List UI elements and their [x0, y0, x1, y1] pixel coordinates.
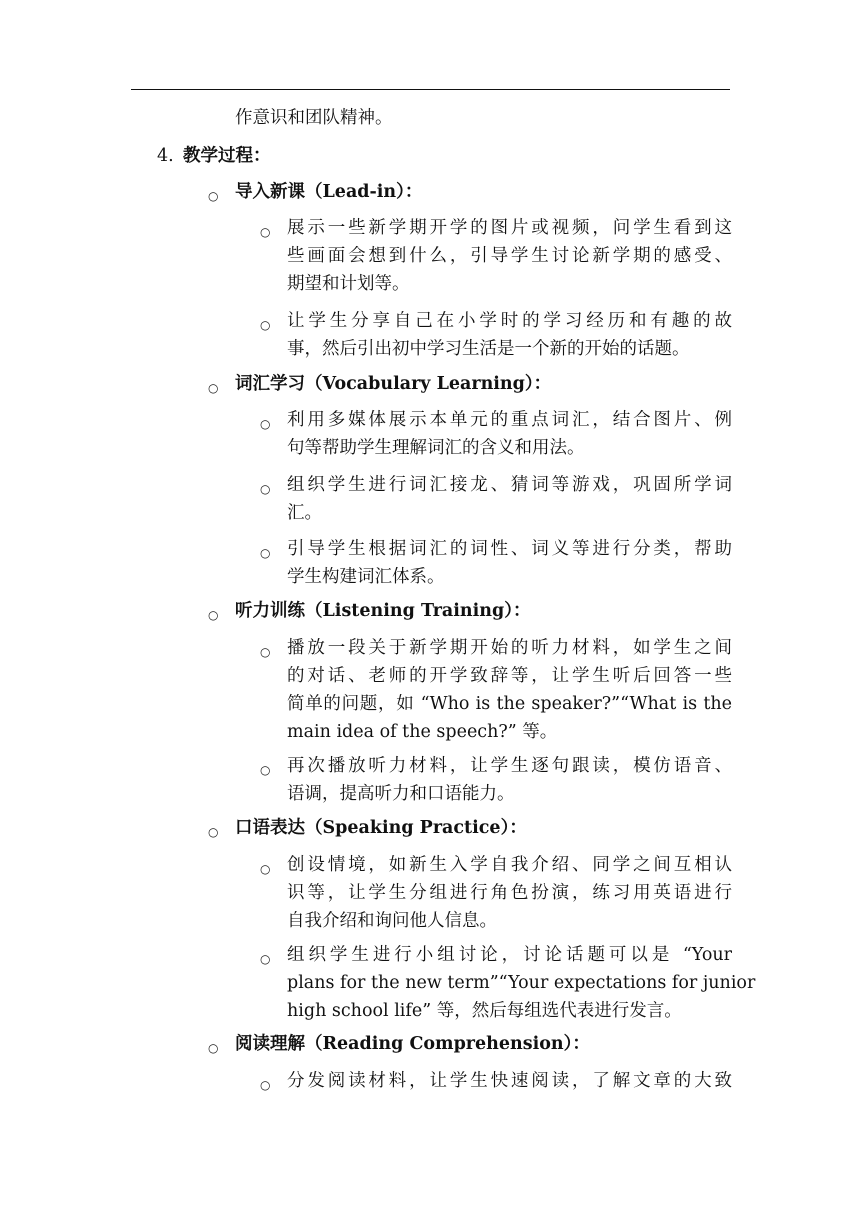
item-line: 简单的问题，如 “Who is the speaker?”“What is the — [287, 694, 732, 714]
item-line: 分发阅读材料，让学生快速阅读，了解文章的大致 — [287, 1071, 732, 1091]
item-line: 组织学生进行小组讨论，讨论话题可以是 “Your — [287, 945, 732, 965]
continuation-text: 作意识和团队精神。 — [235, 108, 393, 128]
step-bullet: ○ — [208, 608, 219, 622]
step-title-reading: 阅读理解（Reading Comprehension）： — [235, 1034, 590, 1054]
item-bullet: ○ — [260, 318, 271, 332]
item-line: 组织学生进行词汇接龙、猜词等游戏，巩固所学词 — [287, 475, 732, 495]
item-line: high school life” 等，然后每组选代表进行发言。 — [287, 1001, 682, 1021]
item-line: 事，然后引出初中学习生活是一个新的开始的话题。 — [287, 339, 690, 359]
item-line: 自我介绍和询问他人信息。 — [287, 911, 497, 931]
item-line: 引导学生根据词汇的词性、词义等进行分类，帮助 — [287, 539, 732, 559]
item-line: 展示一些新学期开学的图片或视频，问学生看到这 — [287, 218, 732, 238]
item-line: 语调，提高听力和口语能力。 — [287, 784, 515, 804]
item-bullet: ○ — [260, 482, 271, 496]
item-bullet: ○ — [260, 862, 271, 876]
item-bullet: ○ — [260, 645, 271, 659]
item-line: 播放一段关于新学期开始的听力材料，如学生之间 — [287, 638, 732, 658]
step-bullet: ○ — [208, 189, 219, 203]
item-line: 创设情境，如新生入学自我介绍、同学之间互相认 — [287, 855, 732, 875]
item-line: 再次播放听力材料，让学生逐句跟读，模仿语音、 — [287, 756, 732, 776]
step-bullet: ○ — [208, 1041, 219, 1055]
section-number: 4. — [157, 146, 174, 166]
item-bullet: ○ — [260, 546, 271, 560]
item-line: 学生构建词汇体系。 — [287, 567, 445, 587]
item-line: plans for the new term”“Your expectations for junior — [287, 973, 756, 993]
step-title-vocabulary: 词汇学习（Vocabulary Learning）： — [235, 374, 552, 394]
step-bullet: ○ — [208, 825, 219, 839]
header-rule — [131, 89, 730, 90]
step-title-lead-in: 导入新课（Lead-in）： — [235, 182, 423, 202]
item-line: 的对话、老师的开学致辞等，让学生听后回答一些 — [287, 666, 732, 686]
item-bullet: ○ — [260, 1078, 271, 1092]
item-line: 利用多媒体展示本单元的重点词汇，结合图片、例 — [287, 410, 732, 430]
item-bullet: ○ — [260, 952, 271, 966]
item-bullet: ○ — [260, 763, 271, 777]
step-title-listening: 听力训练（Listening Training）： — [235, 601, 531, 621]
item-bullet: ○ — [260, 417, 271, 431]
item-line: 让学生分享自己在小学时的学习经历和有趣的故 — [287, 311, 732, 331]
item-line: main idea of the speech?” 等。 — [287, 722, 558, 742]
item-bullet: ○ — [260, 225, 271, 239]
step-bullet: ○ — [208, 381, 219, 395]
item-line: 汇。 — [287, 503, 322, 523]
item-line: 句等帮助学生理解词汇的含义和用法。 — [287, 438, 585, 458]
step-title-speaking: 口语表达（Speaking Practice）： — [235, 818, 527, 838]
item-line: 识等，让学生分组进行角色扮演，练习用英语进行 — [287, 883, 732, 903]
item-line: 些画面会想到什么，引导学生讨论新学期的感受、 — [287, 246, 732, 266]
item-line: 期望和计划等。 — [287, 274, 410, 294]
section-heading: 教学过程： — [183, 146, 271, 166]
